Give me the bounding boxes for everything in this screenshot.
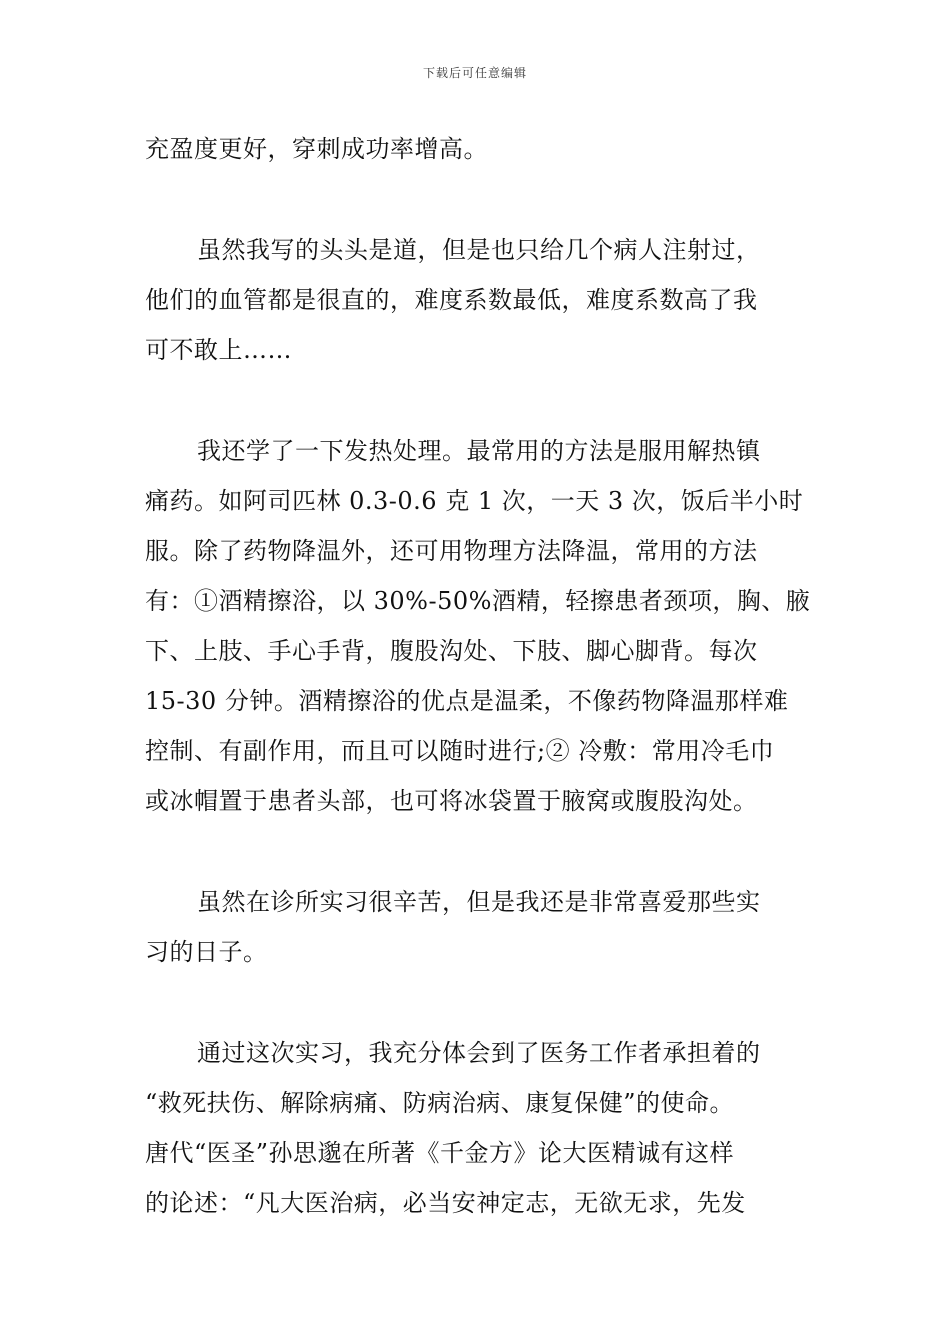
text-line: 服。除了药物降温外，还可用物理方法降温，常用的方法: [145, 537, 758, 565]
text-line: 虽然我写的头头是道，但是也只给几个病人注射过，: [197, 236, 761, 264]
paragraph-injection: [145, 225, 810, 375]
text-line: 唐代“医圣”孙思邈在所著《千金方》论大医精诚有这样: [145, 1139, 735, 1167]
text-line: 他们的血管都是很直的，难度系数最低，难度系数高了我: [145, 286, 758, 314]
text-line: 可不敢上……: [145, 336, 292, 364]
text-line: 或冰帽置于患者头部，也可将冰袋置于腋窝或腹股沟处。: [145, 787, 758, 815]
text-line: 的论述：“凡大医治病，必当安神定志，无欲无求，先发: [145, 1189, 746, 1217]
paragraph-fever-treatment: [145, 426, 810, 826]
text-line: 习的日子。: [145, 938, 268, 966]
text-line: 下、上肢、手心手背，腹股沟处、下肢、脚心脚背。每次: [145, 637, 758, 665]
paragraph-mission: [145, 1028, 810, 1228]
text-line: 有：①酒精擦浴，以 30%-50%酒精，轻擦患者颈项，胸、腋: [145, 587, 811, 615]
paragraph-internship-days: [145, 877, 810, 977]
paragraph-continuation: [145, 124, 810, 174]
text-line: 15-30 分钟。酒精擦浴的优点是温柔，不像药物降温那样难: [145, 687, 789, 715]
text-line: 痛药。如阿司匹林 0.3-0.6 克 1 次，一天 3 次，饭后半小时: [145, 487, 804, 515]
text-line: 虽然在诊所实习很辛苦，但是我还是非常喜爱那些实: [197, 888, 761, 916]
document-body: [145, 124, 810, 1279]
text-line: 充盈度更好，穿刺成功率增高。: [145, 135, 488, 163]
text-line: 我还学了一下发热处理。最常用的方法是服用解热镇: [197, 437, 761, 465]
text-line: 通过这次实习，我充分体会到了医务工作者承担着的: [197, 1039, 761, 1067]
text-line: 控制、有副作用，而且可以随时进行;② 冷敷：常用冷毛巾: [145, 737, 775, 765]
text-line: “救死扶伤、解除病痛、防病治病、康复保健”的使命。: [145, 1089, 735, 1117]
page-header: 下载后可任意编辑: [422, 66, 527, 80]
